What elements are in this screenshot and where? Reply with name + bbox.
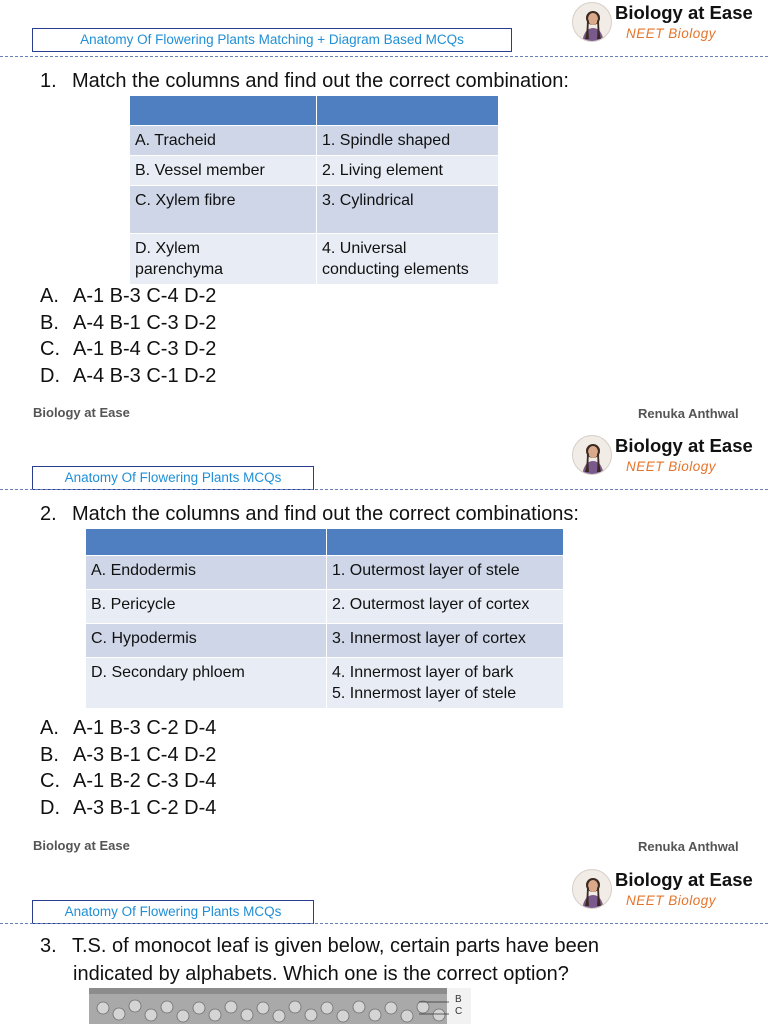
footer-right: Renuka Anthwal: [638, 839, 739, 854]
brand-subtitle: NEET Biology: [626, 26, 717, 41]
table-cell: C. Hypodermis: [86, 624, 327, 658]
match-table: [129, 95, 499, 285]
question-number: 1.: [40, 70, 57, 92]
option-text: A-1 B-3 C-4 D-2: [73, 285, 217, 307]
option-text: A-4 B-3 C-1 D-2: [73, 364, 217, 387]
header-divider: [0, 923, 768, 924]
question-text-line2: indicated by alphabets. Which one is the correct option?: [73, 963, 569, 985]
brand-title: Biology at Ease: [615, 435, 753, 456]
question-text-line1: T.S. of monocot leaf is given below, certain parts have been: [72, 935, 599, 957]
table-cell: 3. Innermost layer of cortex: [327, 624, 564, 658]
option-text: A-3 B-1 C-2 D-4: [73, 796, 217, 819]
brand-title: Biology at Ease: [615, 869, 753, 890]
table-cell: 3. Cylindrical: [317, 186, 499, 234]
avatar: [572, 435, 612, 475]
match-table: [85, 528, 564, 709]
answer-options: [40, 283, 216, 389]
table-cell: 1. Spindle shaped: [317, 126, 499, 156]
brand-logo: [572, 869, 768, 913]
table-header-cell: [130, 96, 317, 126]
option-letter: A.: [40, 285, 59, 307]
option-a[interactable]: [40, 715, 216, 742]
table-header-cell: [327, 529, 564, 556]
option-letter: B.: [40, 311, 59, 334]
option-text: A-1 B-3 C-2 D-4: [73, 717, 217, 739]
option-letter: D.: [40, 364, 60, 387]
brand-title: Biology at Ease: [615, 2, 753, 23]
question-2: [40, 500, 579, 528]
question-text: Match the columns and find out the correct combination:: [72, 70, 569, 92]
table-cell: B. Pericycle: [86, 590, 327, 624]
question-3: [40, 932, 599, 960]
table-cell: 4. Innermost layer of bark 5. Innermost layer of stele: [327, 658, 564, 709]
topic-banner: Anatomy Of Flowering Plants MCQs: [32, 466, 314, 490]
option-text: A-1 B-4 C-3 D-2: [73, 338, 217, 360]
option-letter: D.: [40, 796, 60, 819]
table-header-cell: [86, 529, 327, 556]
table-cell: 2. Living element: [317, 156, 499, 186]
header-divider: [0, 489, 768, 490]
option-a[interactable]: [40, 283, 216, 310]
topic-banner: Anatomy Of Flowering Plants MCQs: [32, 900, 314, 924]
option-text: A-4 B-1 C-3 D-2: [73, 311, 217, 334]
avatar: [572, 869, 612, 909]
option-text: A-1 B-2 C-3 D-4: [73, 770, 217, 792]
option-d[interactable]: [40, 363, 216, 390]
table-cell: A. Tracheid: [130, 126, 317, 156]
footer-right: Renuka Anthwal: [638, 406, 739, 421]
footer-left: Biology at Ease: [33, 405, 130, 420]
brand-subtitle: NEET Biology: [626, 893, 717, 908]
slide-3: [0, 867, 768, 1024]
question-number: 2.: [40, 503, 57, 525]
brand-subtitle: NEET Biology: [626, 459, 717, 474]
table-cell: D. Secondary phloem: [86, 658, 327, 709]
question-1: [40, 67, 569, 95]
option-letter: C.: [40, 770, 60, 792]
option-letter: A.: [40, 717, 59, 739]
question-number: 3.: [40, 935, 57, 957]
topic-banner: Anatomy Of Flowering Plants Matching + Diagram Based MCQs: [32, 28, 512, 52]
header-divider: [0, 56, 768, 57]
table-cell: D. Xylem parenchyma: [130, 234, 317, 285]
slide-1: [0, 0, 768, 433]
table-cell: C. Xylem fibre: [130, 186, 317, 234]
table-cell: 1. Outermost layer of stele: [327, 556, 564, 590]
leaf-section-texture: [89, 988, 471, 1024]
image-part-labels: B C: [455, 994, 463, 1017]
question-text: Match the columns and find out the correct combinations:: [72, 503, 579, 525]
brand-logo: [572, 435, 768, 479]
brand-logo: [572, 2, 768, 46]
option-b[interactable]: [40, 742, 216, 769]
table-cell: 4. Universal conducting elements: [317, 234, 499, 285]
avatar: [572, 2, 612, 42]
option-c[interactable]: [40, 336, 216, 363]
monocot-leaf-image: [89, 988, 471, 1024]
option-letter: C.: [40, 338, 60, 360]
option-d[interactable]: [40, 795, 216, 822]
table-cell: 2. Outermost layer of cortex: [327, 590, 564, 624]
footer-left: Biology at Ease: [33, 838, 130, 853]
slide-2: [0, 433, 768, 867]
table-cell: B. Vessel member: [130, 156, 317, 186]
option-text: A-3 B-1 C-4 D-2: [73, 743, 217, 766]
table-cell: A. Endodermis: [86, 556, 327, 590]
option-b[interactable]: [40, 310, 216, 337]
option-c[interactable]: [40, 768, 216, 795]
table-header-cell: [317, 96, 499, 126]
answer-options: [40, 715, 216, 821]
option-letter: B.: [40, 743, 59, 766]
